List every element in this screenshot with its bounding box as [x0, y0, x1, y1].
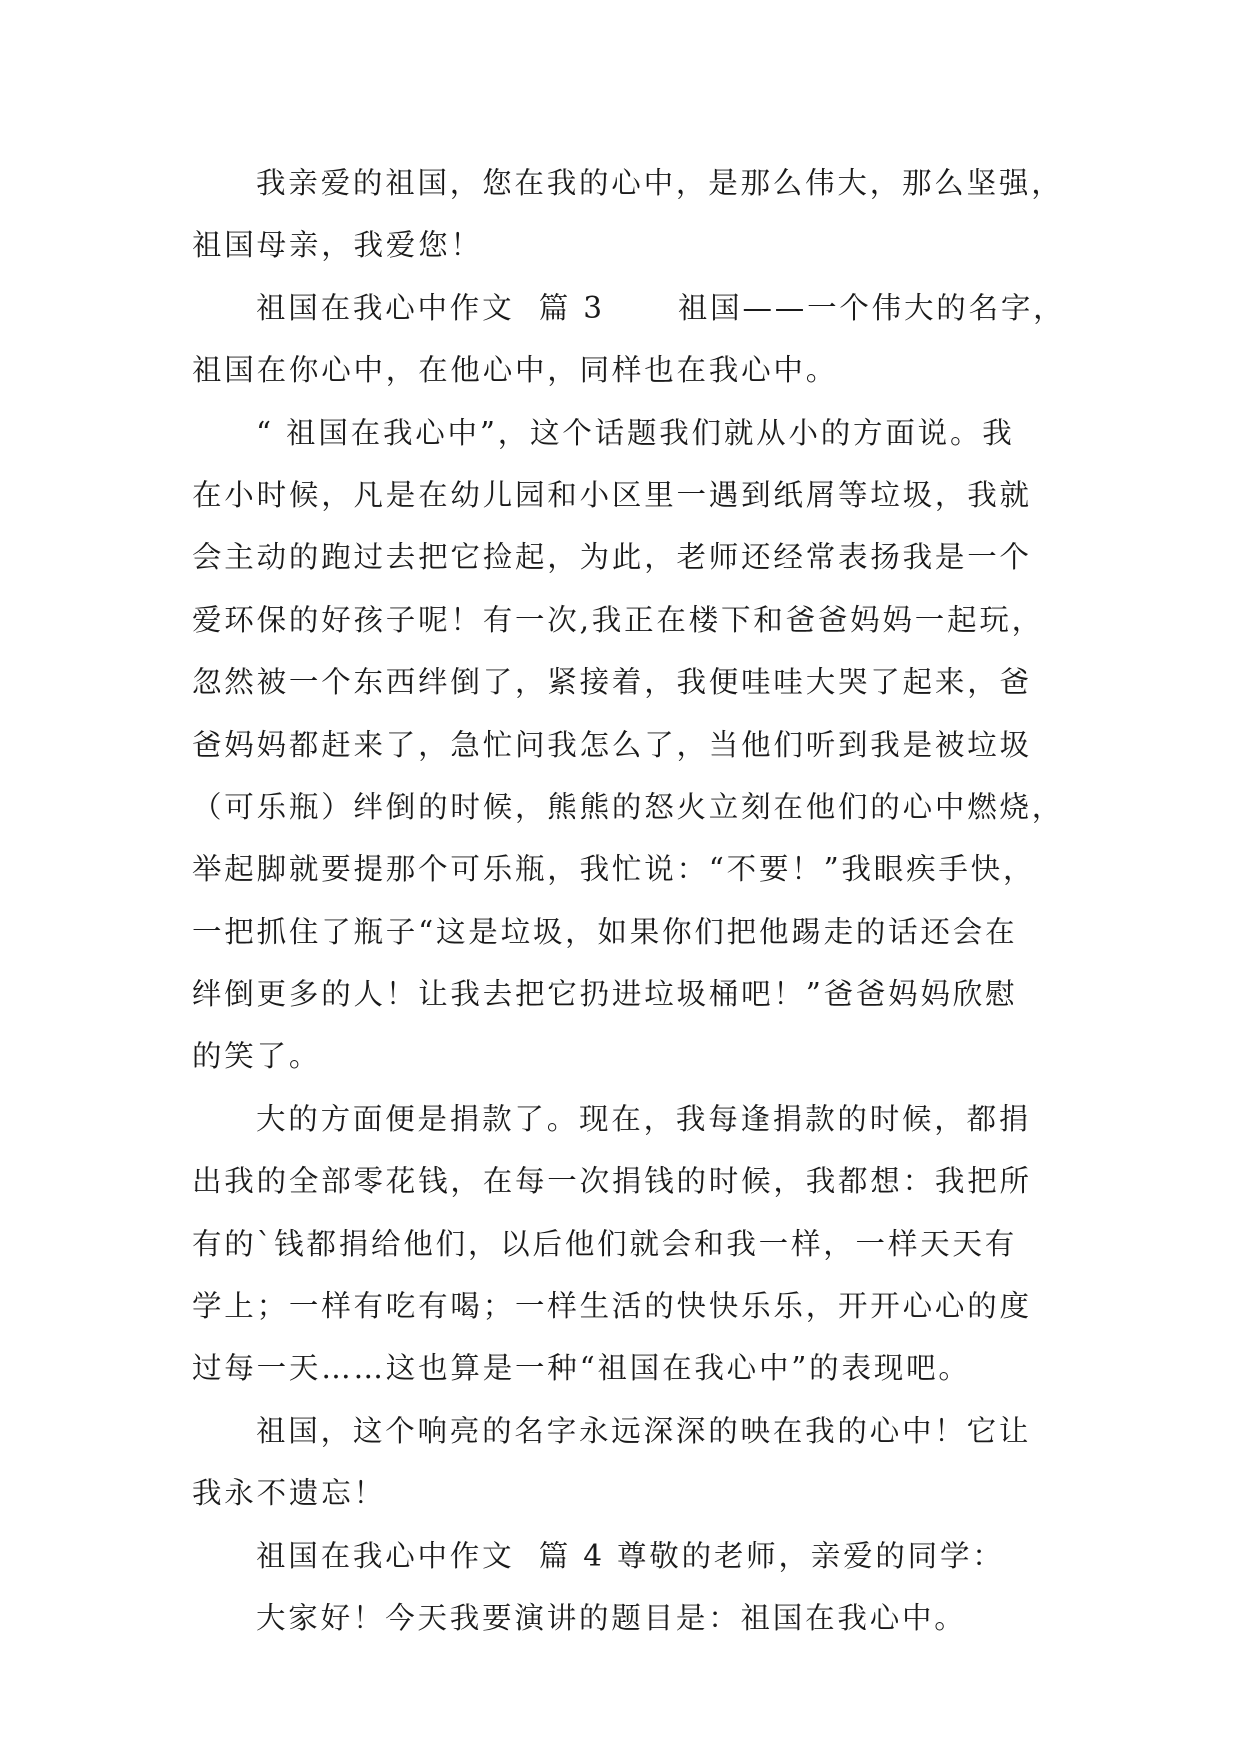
text-line: 绊倒更多的人！让我去把它扔进垃圾桶吧！”爸爸妈妈欣慰: [192, 977, 1018, 1012]
text-line: 过每一天……这也算是一种“祖国在我心中”的表现吧。: [192, 1351, 971, 1386]
text-line: 爸妈妈都赶来了，急忙问我怎么了，当他们听到我是被垃圾: [192, 727, 1032, 762]
text-line: 爱环保的好孩子呢！有一次,我正在楼下和爸爸妈妈一起玩，: [192, 602, 1044, 637]
text-line: 祖国在你心中，在他心中，同样也在我心中。: [192, 353, 839, 388]
text-line: 在小时候，凡是在幼儿园和小区里一遇到纸屑等垃圾，我就: [192, 477, 1032, 512]
section-heading-line: 祖国在我心中作文 篇 3 祖国——一个伟大的名字，: [256, 290, 1066, 325]
text-line: 有的`钱都捐给他们，以后他们就会和我一样，一样天天有: [192, 1226, 1018, 1261]
text-line: 我永不遗忘！: [192, 1476, 386, 1511]
text-line: 祖国母亲，我爱您！: [192, 228, 483, 263]
text-line: 举起脚就要提那个可乐瓶，我忙说：“不要！”我眼疾手快，: [192, 852, 1036, 887]
essay-text: [192, 152, 1072, 1649]
text-line: 大家好！今天我要演讲的题目是：祖国在我心中。: [256, 1600, 967, 1635]
text-line: 出我的全部零花钱，在每一次捐钱的时候，我都想：我把所: [192, 1164, 1032, 1199]
section-heading-line: 祖国在我心中作文 篇 4 尊敬的老师，亲爱的同学：: [256, 1538, 1005, 1573]
text-line: 学上；一样有吃有喝；一样生活的快快乐乐，开开心心的度: [192, 1289, 1032, 1324]
text-line: 一把抓住了瓶子“这是垃圾，如果你们把他踢走的话还会在: [192, 914, 1018, 949]
text-line: 大的方面便是捐款了。现在，我每逢捐款的时候，都捐: [256, 1101, 1032, 1136]
text-line: “ 祖国在我心中”，这个话题我们就从小的方面说。我: [256, 415, 1015, 450]
text-line: 的笑了。: [192, 1039, 322, 1074]
text-line: 祖国，这个响亮的名字永远深深的映在我的心中！它让: [256, 1413, 1032, 1448]
text-line: 忽然被一个东西绊倒了，紧接着，我便哇哇大哭了起来，爸: [192, 665, 1032, 700]
text-line: 我亲爱的祖国，您在我的心中，是那么伟大，那么坚强，: [256, 166, 1064, 200]
text-line: 会主动的跑过去把它捡起，为此，老师还经常表扬我是一个: [192, 540, 1032, 575]
text-line: （可乐瓶）绊倒的时候，熊熊的怒火立刻在他们的心中燃烧，: [192, 789, 1065, 824]
